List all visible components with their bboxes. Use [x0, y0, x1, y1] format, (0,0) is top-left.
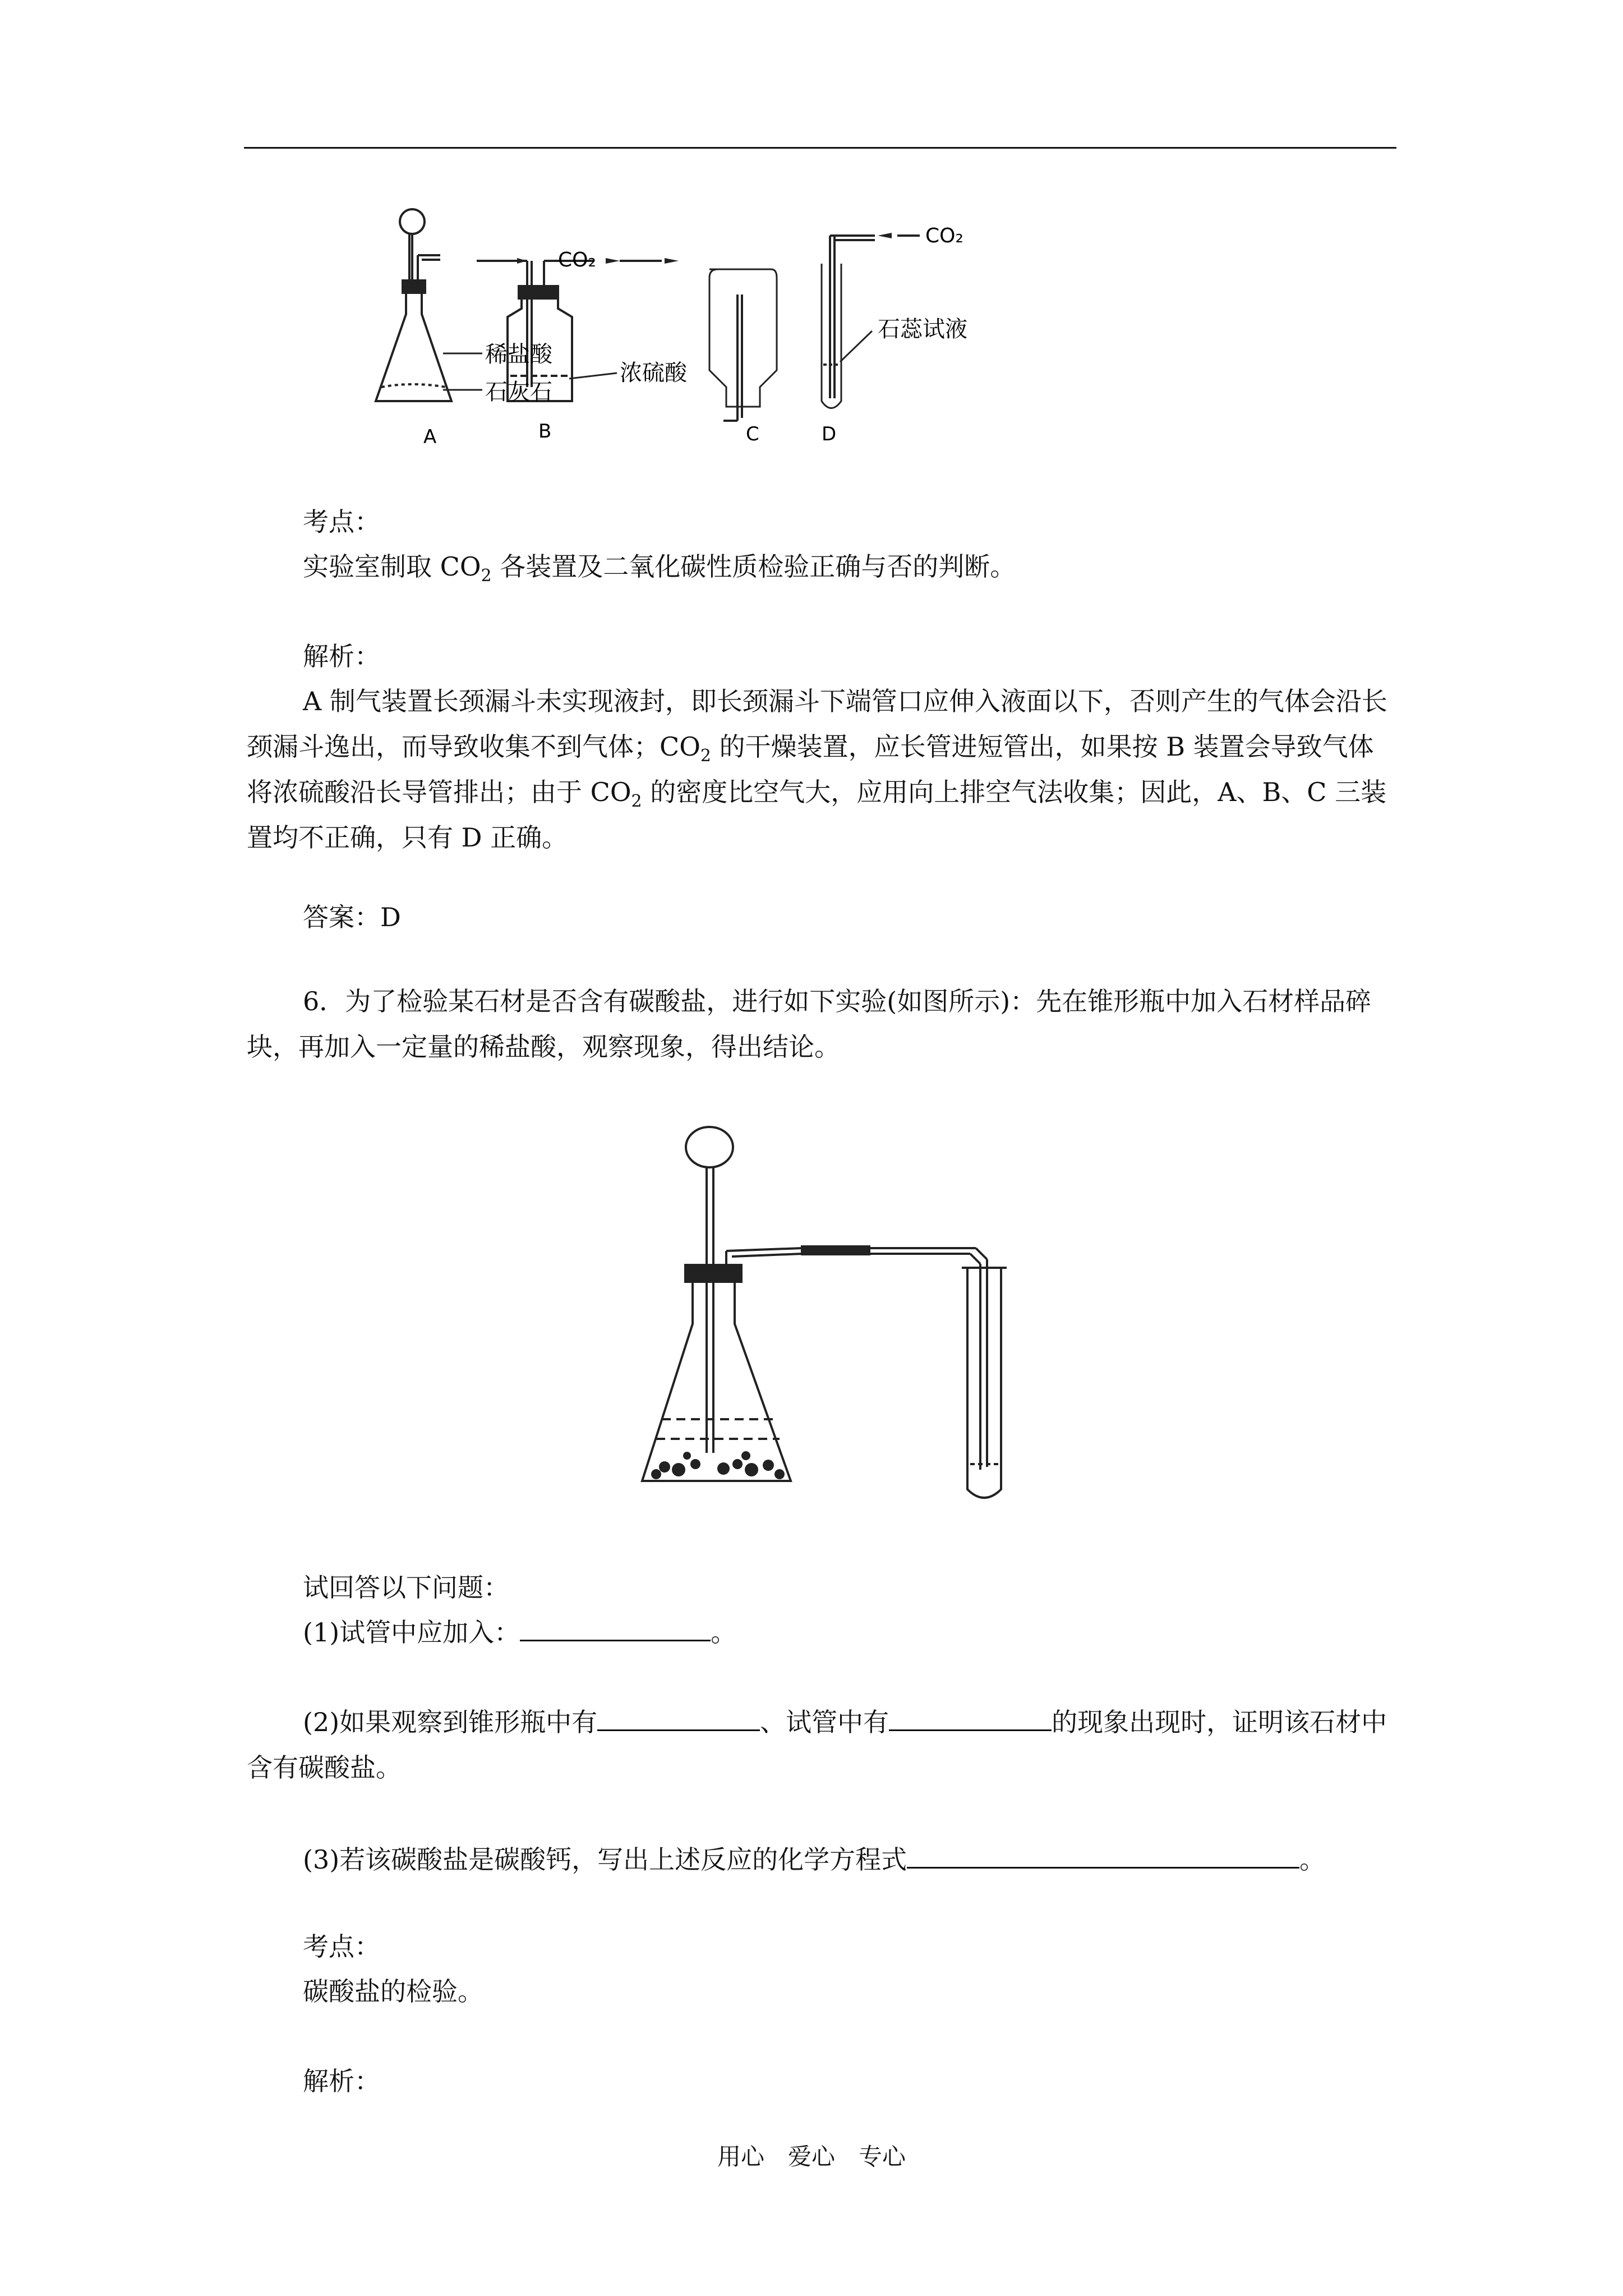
q5-jiexi-body: A 制气装置长颈漏斗未实现液封，即长颈漏斗下端管口应伸入液面以下，否则产生的气体会沿长颈漏斗逸出，而导致收集不到气体；$CO_2$ 的干燥装置，应长管进短管出，如果按 B 装置会导致气体将浓硫酸沿长导管排出；由于 $CO_2$ 的密度比空气大，应用向上排空气法收集；因此，A、B、C 三装置均不正确，只有 D 正确。 [247, 686, 1387, 853]
q6-sub1: (1)试管中应加入： 。 [303, 1617, 737, 1648]
q6-sub2: (2)如果观察到锥形瓶中有 、试管中有 的现象出现时，证明该石材中含有碳酸盐。 [247, 1707, 1387, 1783]
apparatus-figure-abcd [359, 202, 1312, 454]
answer-blank-1[interactable] [520, 1617, 711, 1641]
letter-b: B [538, 420, 552, 443]
label-co2-in: CO₂ [558, 249, 596, 272]
q6-prompt: 试回答以下问题： [303, 1572, 509, 1603]
label-litmus: 石蕊试液 [878, 316, 967, 342]
q5-jiexi-head: 解析： [303, 641, 380, 671]
apparatus-figure-flask-testtube [617, 1116, 1077, 1509]
q6-kaodian-body: 碳酸盐的检验。 [303, 1976, 483, 2007]
label-dilute-hcl: 稀盐酸 [485, 342, 552, 367]
page-footer: 用心 爱心 专心 [717, 2143, 906, 2170]
letter-c: C [746, 423, 759, 445]
answer-blank-4[interactable] [907, 1844, 1299, 1869]
answer-blank-3[interactable] [889, 1707, 1052, 1731]
header-rule [244, 147, 1396, 149]
label-conc-h2so4: 浓硫酸 [620, 360, 687, 386]
letter-a: A [423, 426, 437, 448]
q5-kaodian-body: 实验室制取 $CO_2$ 各装置及二氧化碳性质检验正确与否的判断。 [303, 551, 1016, 586]
q6-stem: 6．为了检验某石材是否含有碳酸盐，进行如下实验(如图所示)：先在锥形瓶中加入石材样品碎块，再加入一定量的稀盐酸，观察现象，得出结论。 [247, 986, 1372, 1062]
apparatus-a [376, 209, 482, 401]
letter-d: D [822, 423, 837, 445]
q6-jiexi-head: 解析： [303, 2066, 380, 2096]
q6-kaodian-head: 考点： [303, 1931, 380, 1962]
apparatus-c [709, 269, 777, 421]
label-limestone: 石灰石 [485, 379, 552, 405]
q5-answer: 答案：D [303, 902, 401, 932]
label-co2-d: CO₂ [925, 224, 963, 247]
q5-kaodian-head: 考点： [303, 507, 380, 537]
q6-sub3: (3)若该碳酸盐是碳酸钙，写出上述反应的化学方程式 。 [303, 1844, 1326, 1875]
answer-blank-2[interactable] [597, 1707, 760, 1731]
